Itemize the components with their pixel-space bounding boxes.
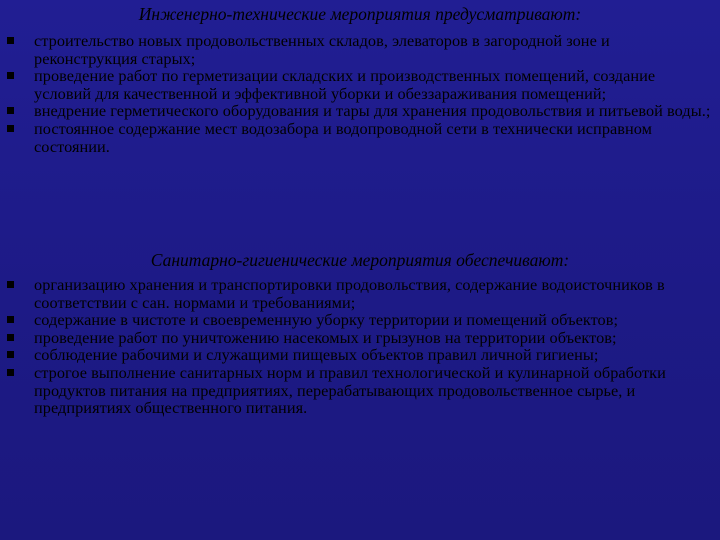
square-bullet-icon: [7, 107, 14, 114]
list-item: [0, 346, 720, 364]
list-item-text: содержание в чистоте и своевременную уборку территории и помещений объектов;: [34, 310, 619, 330]
list-item: [0, 364, 720, 417]
list-item-text: проведение работ по герметизации складских и производственных помещений, создание условий для качественной и эффективной уборки и обеззараживания помещений;: [34, 66, 656, 103]
section-1-list: [0, 32, 720, 155]
list-item-text: проведение работ по уничтожению насекомых и грызунов на территории объектов;: [34, 327, 617, 347]
list-item-text: постоянное содержание мест водозабора и водопроводной сети в технически исправном состоянии.: [34, 118, 653, 156]
square-bullet-icon: [7, 37, 14, 44]
list-item: [0, 32, 720, 67]
list-item-text: соблюдение рабочими и служащими пищевых объектов правил личной гигиены;: [34, 345, 599, 365]
list-item: [0, 102, 720, 120]
section-1-heading: Инженерно-технические мероприятия предусматривают:: [138, 4, 582, 24]
list-item: [0, 329, 720, 347]
square-bullet-icon: [7, 334, 14, 341]
square-bullet-icon: [7, 125, 14, 132]
square-bullet-icon: [7, 316, 14, 323]
square-bullet-icon: [7, 369, 14, 376]
square-bullet-icon: [7, 281, 14, 288]
list-item-text: внедрение герметического оборудования и тары для хранения продовольствия и питьевой воды.;: [34, 101, 711, 121]
list-item-text: строгое выполнение санитарных норм и правил технологической и кулинарной обработки продуктов питания на предприятиях, перерабатывающих продовольственное сырье, и предприятиях общественного питания.: [34, 362, 666, 418]
list-item: [0, 311, 720, 329]
list-item: [0, 67, 720, 102]
list-item: [0, 276, 720, 311]
section-2-list: [0, 276, 720, 417]
section-2-heading: Санитарно-гигиенические мероприятия обеспечивают:: [150, 250, 570, 270]
list-item-text: строительство новых продовольственных складов, элеваторов в загородной зоне и реконструкция старых;: [34, 31, 610, 68]
square-bullet-icon: [7, 351, 14, 358]
list-item: [0, 120, 720, 155]
list-item-text: организацию хранения и транспортировки продовольствия, содержание водоисточников в соответствии с сан. нормами и требованиями;: [34, 275, 665, 312]
square-bullet-icon: [7, 72, 14, 79]
